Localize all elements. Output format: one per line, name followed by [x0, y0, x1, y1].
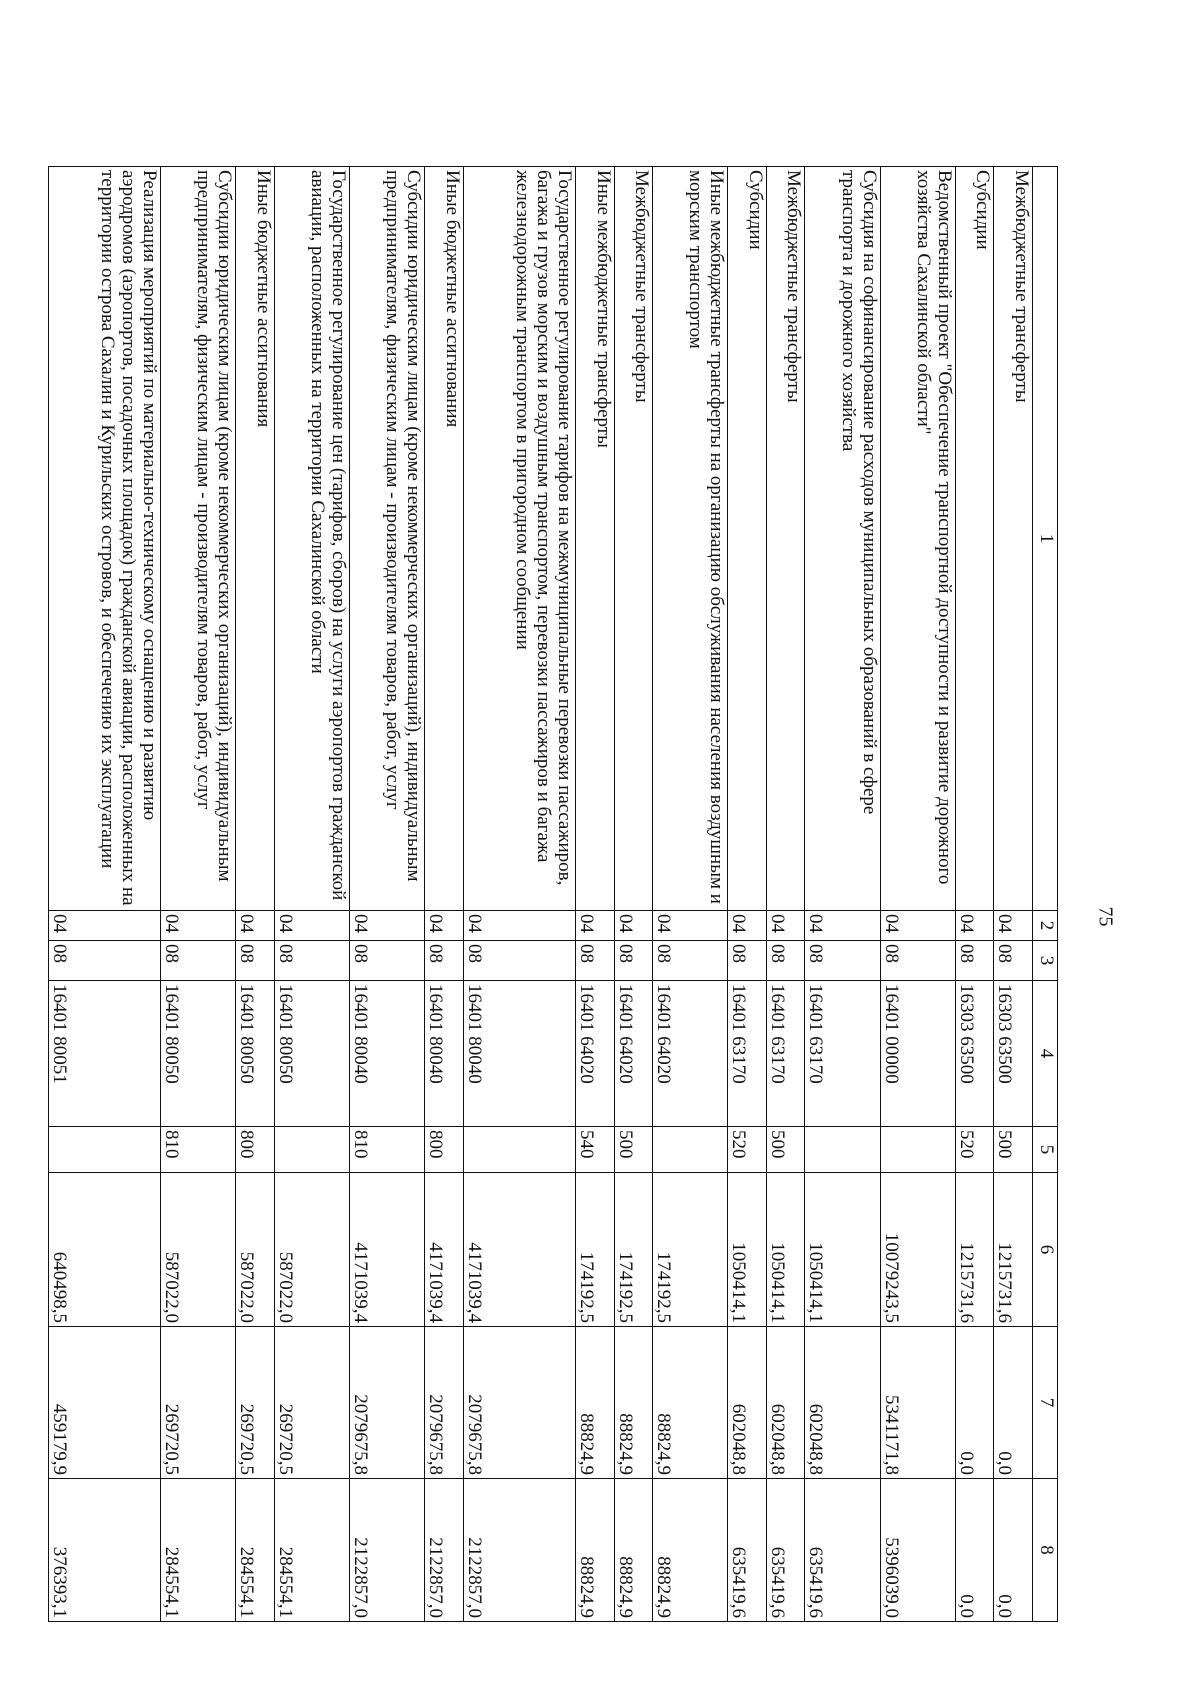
row-name: Иные межбюджетные трансферты — [576, 167, 615, 911]
section-code: 04 — [161, 911, 236, 941]
amount-year-1: 1215731,6 — [994, 1173, 1033, 1327]
expense-type-code: 520 — [728, 1127, 767, 1173]
row-name: Государственное регулирование цен (тарифов, сборов) на услуги аэропортов гражданской авиации, расположенных на территории Сахалинской области — [274, 167, 349, 911]
table-row — [161, 167, 236, 1622]
amount-year-3: 88824,9 — [576, 1479, 615, 1622]
subsection-code: 08 — [425, 941, 464, 981]
table-body — [49, 167, 1033, 1622]
expense-type-code: 810 — [161, 1127, 236, 1173]
row-name: Межбюджетные трансферты — [766, 167, 805, 911]
table-row — [880, 167, 955, 1622]
amount-year-3: 2122857,0 — [464, 1479, 576, 1622]
section-code: 04 — [425, 911, 464, 941]
subsection-code: 08 — [880, 941, 955, 981]
amount-year-3: 2122857,0 — [425, 1479, 464, 1622]
amount-year-1: 1050414,1 — [728, 1173, 767, 1327]
column-header-8: 8 — [1033, 1479, 1058, 1622]
amount-year-1: 1215731,6 — [955, 1173, 994, 1327]
subsection-code: 08 — [350, 941, 425, 981]
expense-type-code: 500 — [614, 1127, 653, 1173]
expense-type-code: 800 — [236, 1127, 275, 1173]
row-name: Межбюджетные трансферты — [994, 167, 1033, 911]
expense-type-code: 500 — [766, 1127, 805, 1173]
target-article-code: 16401 00000 — [880, 981, 955, 1127]
amount-year-2: 602048,8 — [728, 1327, 767, 1479]
target-article-code: 16401 63170 — [728, 981, 767, 1127]
amount-year-1: 174192,5 — [576, 1173, 615, 1327]
row-name: Иные бюджетные ассигнования — [236, 167, 275, 911]
expense-type-code — [653, 1127, 728, 1173]
table-row — [955, 167, 994, 1622]
amount-year-1: 1050414,1 — [766, 1173, 805, 1327]
table-row — [653, 167, 728, 1622]
amount-year-3: 0,0 — [955, 1479, 994, 1622]
table-header-row — [1033, 167, 1058, 1622]
subsection-code: 08 — [728, 941, 767, 981]
amount-year-2: 602048,8 — [766, 1327, 805, 1479]
target-article-code: 16401 64020 — [653, 981, 728, 1127]
amount-year-3: 2122857,0 — [350, 1479, 425, 1622]
amount-year-3: 376393,1 — [49, 1479, 161, 1622]
column-header-2: 2 — [1033, 911, 1058, 941]
expense-type-code — [464, 1127, 576, 1173]
subsection-code: 08 — [464, 941, 576, 981]
row-name: Ведомственный проект "Обеспечение транспортной доступности и развитие дорожного хозяйства Сахалинской области" — [880, 167, 955, 911]
subsection-code: 08 — [955, 941, 994, 981]
column-header-1: 1 — [1033, 167, 1058, 911]
subsection-code: 08 — [236, 941, 275, 981]
amount-year-2: 88824,9 — [614, 1327, 653, 1479]
amount-year-2: 0,0 — [955, 1327, 994, 1479]
target-article-code: 16401 80040 — [350, 981, 425, 1127]
table-row — [49, 167, 161, 1622]
table-row — [464, 167, 576, 1622]
expense-type-code: 520 — [955, 1127, 994, 1173]
amount-year-2: 88824,9 — [576, 1327, 615, 1479]
subsection-code: 08 — [614, 941, 653, 981]
target-article-code: 16401 63170 — [766, 981, 805, 1127]
column-header-4: 4 — [1033, 981, 1058, 1127]
table-row — [274, 167, 349, 1622]
amount-year-3: 635419,6 — [728, 1479, 767, 1622]
section-code: 04 — [653, 911, 728, 941]
page-number: 75 — [1094, 906, 1117, 927]
expense-type-code — [274, 1127, 349, 1173]
amount-year-2: 2079675,8 — [350, 1327, 425, 1479]
section-code: 04 — [880, 911, 955, 941]
target-article-code: 16401 80040 — [464, 981, 576, 1127]
expense-type-code — [805, 1127, 880, 1173]
amount-year-1: 174192,5 — [653, 1173, 728, 1327]
table-row — [994, 167, 1033, 1622]
section-code: 04 — [274, 911, 349, 941]
expense-type-code: 800 — [425, 1127, 464, 1173]
expense-type-code: 500 — [994, 1127, 1033, 1173]
section-code: 04 — [728, 911, 767, 941]
section-code: 04 — [49, 911, 161, 941]
amount-year-1: 587022,0 — [161, 1173, 236, 1327]
row-name: Субсидия на софинансирование расходов муниципальных образований в сфере транспорта и дорожного хозяйства — [805, 167, 880, 911]
amount-year-1: 640498,5 — [49, 1173, 161, 1327]
expense-type-code — [49, 1127, 161, 1173]
section-code: 04 — [464, 911, 576, 941]
amount-year-3: 635419,6 — [805, 1479, 880, 1622]
section-code: 04 — [236, 911, 275, 941]
amount-year-2: 0,0 — [994, 1327, 1033, 1479]
amount-year-2: 602048,8 — [805, 1327, 880, 1479]
amount-year-2: 2079675,8 — [464, 1327, 576, 1479]
subsection-code: 08 — [576, 941, 615, 981]
amount-year-3: 88824,9 — [614, 1479, 653, 1622]
amount-year-3: 284554,1 — [161, 1479, 236, 1622]
target-article-code: 16401 64020 — [576, 981, 615, 1127]
table-container — [48, 166, 1058, 1621]
target-article-code: 16401 80051 — [49, 981, 161, 1127]
amount-year-2: 269720,5 — [236, 1327, 275, 1479]
row-name: Межбюджетные трансферты — [614, 167, 653, 911]
row-name: Субсидии — [728, 167, 767, 911]
subsection-code: 08 — [653, 941, 728, 981]
budget-table — [48, 166, 1058, 1622]
amount-year-3: 5396039,0 — [880, 1479, 955, 1622]
target-article-code: 16401 80040 — [425, 981, 464, 1127]
column-header-6: 6 — [1033, 1173, 1058, 1327]
amount-year-1: 1050414,1 — [805, 1173, 880, 1327]
target-article-code: 16401 80050 — [236, 981, 275, 1127]
row-name: Иные бюджетные ассигнования — [425, 167, 464, 911]
section-code: 04 — [350, 911, 425, 941]
amount-year-3: 284554,1 — [236, 1479, 275, 1622]
section-code: 04 — [576, 911, 615, 941]
row-name: Государственное регулирование тарифов на межмуниципальные перевозки пассажиров, багажа и грузов морским и воздушным транспортом, перевозки пассажиров и багажа железнодорожным транспортом в пригородном сообщении — [464, 167, 576, 911]
table-row — [350, 167, 425, 1622]
amount-year-1: 587022,0 — [236, 1173, 275, 1327]
row-name: Иные межбюджетные трансферты на организацию обслуживания населения воздушным и морским транспортом — [653, 167, 728, 911]
subsection-code: 08 — [805, 941, 880, 981]
amount-year-1: 4171039,4 — [464, 1173, 576, 1327]
amount-year-2: 269720,5 — [161, 1327, 236, 1479]
amount-year-1: 4171039,4 — [425, 1173, 464, 1327]
amount-year-3: 88824,9 — [653, 1479, 728, 1622]
row-name: Реализация мероприятий по материально-техническому оснащению и развитию аэродромов (аэропортов, посадочных площадок) гражданской авиации, расположенных на территории острова Сахалин и Курильских островов, и обеспечению их эксплуатации — [49, 167, 161, 911]
expense-type-code — [880, 1127, 955, 1173]
amount-year-2: 269720,5 — [274, 1327, 349, 1479]
target-article-code: 16401 80050 — [161, 981, 236, 1127]
section-code: 04 — [614, 911, 653, 941]
table-row — [805, 167, 880, 1622]
amount-year-3: 0,0 — [994, 1479, 1033, 1622]
amount-year-2: 2079675,8 — [425, 1327, 464, 1479]
amount-year-1: 4171039,4 — [350, 1173, 425, 1327]
expense-type-code: 540 — [576, 1127, 615, 1173]
row-name: Субсидии юридическим лицам (кроме некоммерческих организаций), индивидуальным предпринимателям, физическим лицам - производителям товаров, работ, услуг — [161, 167, 236, 911]
table-row — [576, 167, 615, 1622]
target-article-code: 16303 63500 — [994, 981, 1033, 1127]
amount-year-2: 5341171,8 — [880, 1327, 955, 1479]
target-article-code: 16401 63170 — [805, 981, 880, 1127]
column-header-7: 7 — [1033, 1327, 1058, 1479]
subsection-code: 08 — [766, 941, 805, 981]
column-header-5: 5 — [1033, 1127, 1058, 1173]
section-code: 04 — [994, 911, 1033, 941]
table-row — [766, 167, 805, 1622]
table-row — [728, 167, 767, 1622]
amount-year-3: 635419,6 — [766, 1479, 805, 1622]
target-article-code: 16303 63500 — [955, 981, 994, 1127]
amount-year-2: 88824,9 — [653, 1327, 728, 1479]
section-code: 04 — [766, 911, 805, 941]
column-header-3: 3 — [1033, 941, 1058, 981]
row-name: Субсидии юридическим лицам (кроме некоммерческих организаций), индивидуальным предпринимателям, физическим лицам - производителям товаров, работ, услуг — [350, 167, 425, 911]
amount-year-1: 10079243,5 — [880, 1173, 955, 1327]
table-row — [236, 167, 275, 1622]
rotated-table-frame — [48, 166, 1058, 1621]
target-article-code: 16401 80050 — [274, 981, 349, 1127]
expense-type-code: 810 — [350, 1127, 425, 1173]
section-code: 04 — [955, 911, 994, 941]
row-name: Субсидии — [955, 167, 994, 911]
subsection-code: 08 — [161, 941, 236, 981]
amount-year-2: 459179,9 — [49, 1327, 161, 1479]
amount-year-1: 174192,5 — [614, 1173, 653, 1327]
amount-year-3: 284554,1 — [274, 1479, 349, 1622]
subsection-code: 08 — [274, 941, 349, 981]
amount-year-1: 587022,0 — [274, 1173, 349, 1327]
table-row — [425, 167, 464, 1622]
subsection-code: 08 — [49, 941, 161, 981]
target-article-code: 16401 64020 — [614, 981, 653, 1127]
subsection-code: 08 — [994, 941, 1033, 981]
section-code: 04 — [805, 911, 880, 941]
table-row — [614, 167, 653, 1622]
